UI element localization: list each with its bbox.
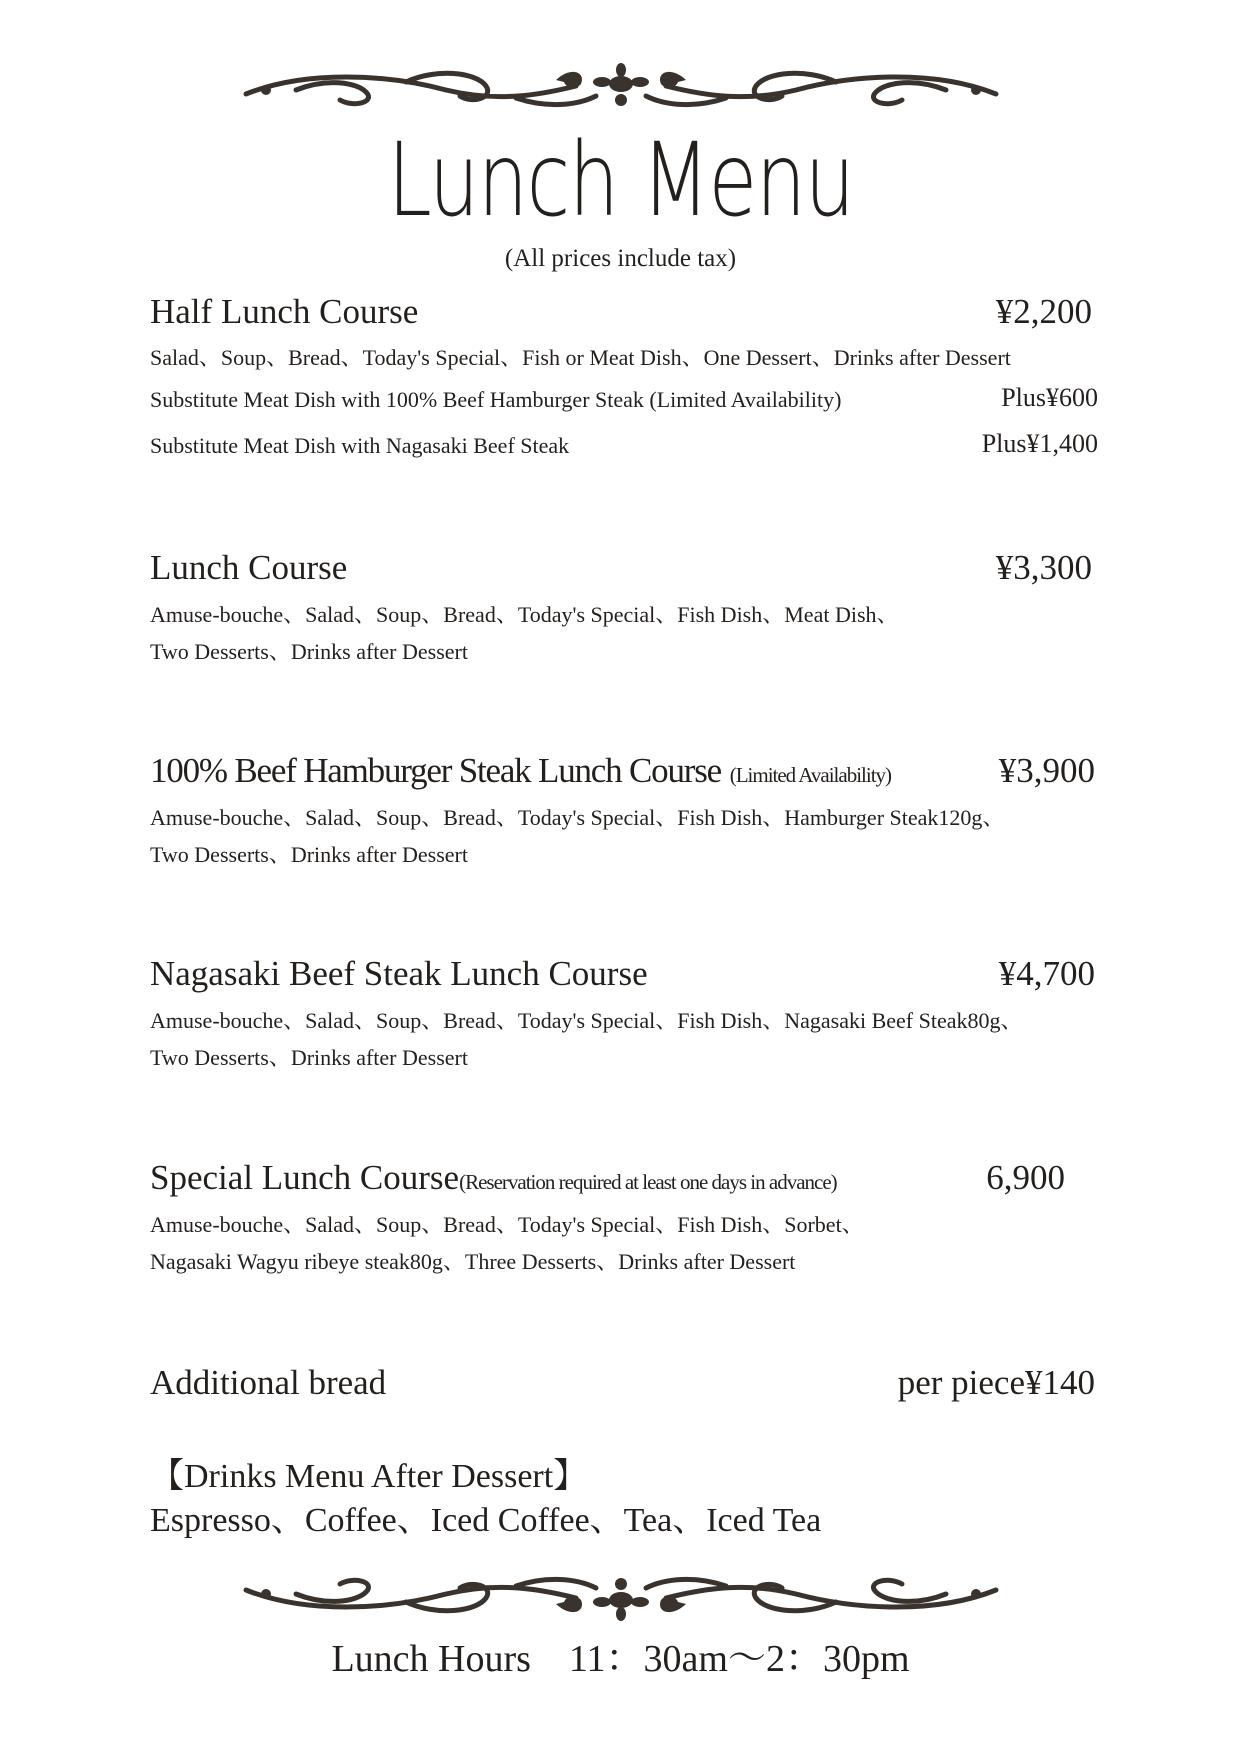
option-price-hamburger: Plus¥600 (1001, 383, 1098, 412)
course-name-hamburger (150, 751, 891, 795)
course-name-special (150, 1158, 837, 1202)
course-price-half-lunch: ¥2,200 (995, 292, 1092, 331)
course-description-line: Amuse-bouche、Salad、Soup、Bread、Today's Special、Fish Dish、Sorbet、 (150, 1212, 864, 1237)
bottom-ornament-divider (236, 1570, 1006, 1624)
course-description-line: Two Desserts、Drinks after Dessert (150, 1045, 468, 1070)
top-ornament-divider (236, 60, 1006, 114)
course-description-line: Two Desserts、Drinks after Dessert (150, 639, 468, 664)
course-name-half-lunch: Half Lunch Course (150, 292, 419, 331)
course-price-lunch: ¥3,300 (995, 548, 1092, 587)
course-name-nagasaki: Nagasaki Beef Steak Lunch Course (150, 954, 648, 993)
limited-availability-note: (Limited Availability) (729, 763, 892, 787)
additional-bread-label: Additional bread (150, 1363, 387, 1402)
course-name-special-text: Special Lunch Course (150, 1158, 460, 1197)
course-description-line: Amuse-bouche、Salad、Soup、Bread、Today's Special、Fish Dish、Meat Dish、 (150, 602, 899, 627)
option-label-nagasaki-beef: Substitute Meat Dish with Nagasaki Beef Steak (150, 433, 570, 458)
lunch-hours: Lunch Hours 11：30am～2：30pm (331, 1638, 910, 1680)
course-description-line: Two Desserts、Drinks after Dessert (150, 842, 468, 867)
course-description-line: Amuse-bouche、Salad、Soup、Bread、Today's Special、Fish Dish、Nagasaki Beef Steak80g、 (150, 1008, 1023, 1033)
menu-title: Lunch Menu (387, 121, 854, 240)
course-name-hamburger-text: 100% Beef Hamburger Steak Lunch Course (150, 751, 721, 790)
drinks-menu-items: Espresso、Coffee、Iced Coffee、Tea、Iced Tea (150, 1502, 822, 1539)
course-name-lunch: Lunch Course (150, 548, 348, 587)
option-label-hamburger: Substitute Meat Dish with 100% Beef Hamburger Steak (Limited Availability) (150, 387, 842, 412)
course-price-nagasaki: ¥4,700 (998, 954, 1095, 993)
course-description-line: Nagasaki Wagyu ribeye steak80g、Three Desserts、Drinks after Dessert (150, 1249, 796, 1274)
course-description-line: Amuse-bouche、Salad、Soup、Bread、Today's Special、Fish Dish、Hamburger Steak120g、 (150, 805, 1005, 830)
course-price-special: 6,900 (986, 1158, 1065, 1197)
course-description-half-lunch: Salad、Soup、Bread、Today's Special、Fish or Meat Dish、One Dessert、Drinks after Dessert (150, 345, 1011, 370)
additional-bread-price: per piece¥140 (897, 1363, 1095, 1402)
drinks-menu-title: 【Drinks Menu After Dessert】 (150, 1458, 588, 1495)
reservation-note: (Reservation required at least one days in advance) (459, 1170, 837, 1194)
tax-note: (All prices include tax) (504, 245, 737, 272)
course-price-hamburger: ¥3,900 (998, 751, 1095, 790)
option-price-nagasaki-beef: Plus¥1,400 (981, 429, 1098, 458)
